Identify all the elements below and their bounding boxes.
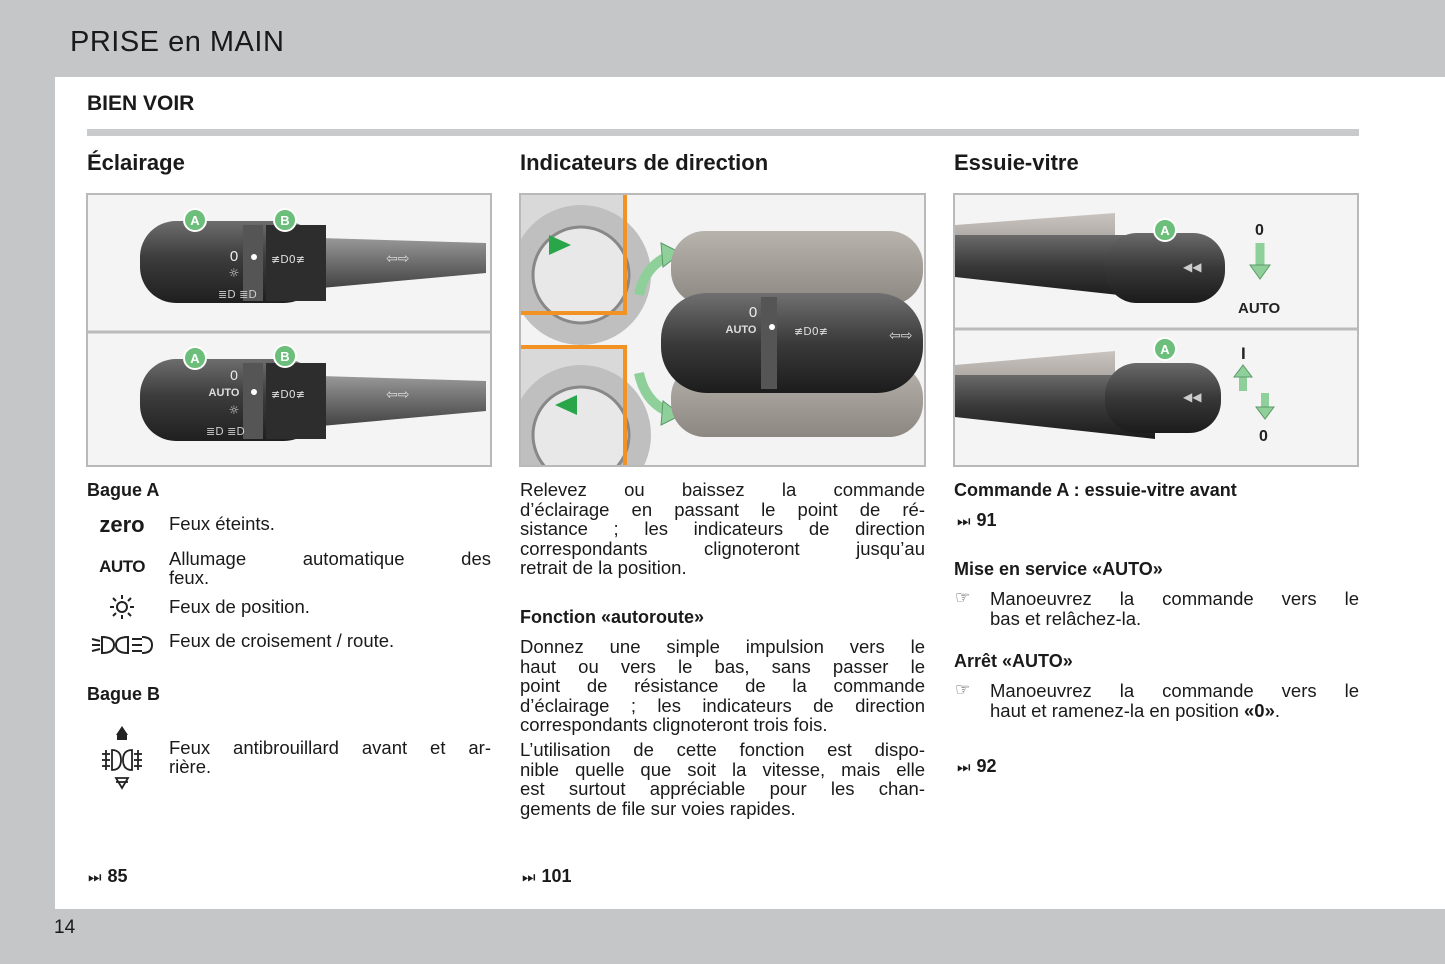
section-divider: [87, 129, 1359, 136]
svg-text:⇦⇨: ⇦⇨: [386, 251, 410, 267]
section-title: BIEN VOIR: [87, 92, 195, 115]
svg-text:≢D0≢: ≢D0≢: [271, 253, 305, 266]
badge-b-label: B: [280, 213, 290, 228]
svg-text:0: 0: [1255, 222, 1264, 239]
commande-a-heading: Commande A : essuie-vitre avant: [954, 480, 1237, 500]
wiper-badge-a: A: [1160, 223, 1170, 238]
indicator-stalk-illustration: [519, 193, 926, 467]
page-number: 14: [54, 917, 76, 938]
item-fog-line2: rière.: [169, 756, 212, 777]
fog-lights-icon: [90, 726, 154, 797]
svg-text:◀◀: ◀◀: [1183, 390, 1202, 404]
svg-text:☼: ☼: [228, 266, 240, 280]
item-auto-line2: feux.: [169, 567, 210, 588]
svg-text:0: 0: [1259, 428, 1268, 445]
auto-on-heading: Mise en service «AUTO»: [954, 559, 1163, 579]
svg-text:A: A: [190, 351, 200, 366]
svg-text:◀◀: ◀◀: [1183, 260, 1202, 274]
svg-text:A: A: [1160, 342, 1170, 357]
skip-forward-icon: ⏭: [522, 869, 536, 886]
auto-off-heading: Arrêt «AUTO»: [954, 651, 1073, 671]
item-dipped-main-beam: Feux de croisement / route.: [169, 630, 395, 651]
svg-text:⇦⇨: ⇦⇨: [386, 387, 410, 403]
svg-text:☼: ☼: [228, 403, 240, 417]
indicators-para1: Relevez ou baissez la commande d’éclairage en passant le point de ré- sistance ; les indicateurs de direction correspondants clignoteront jusqu’au retrait de la position.: [520, 479, 925, 578]
svg-text:AUTO: AUTO: [725, 324, 757, 336]
skip-forward-icon: ⏭: [957, 759, 971, 776]
lighting-stalk-illustration: [86, 193, 492, 467]
item-lights-off: Feux éteints.: [169, 513, 275, 534]
item-auto-line1: Allumage automatique des: [169, 548, 491, 569]
svg-text:AUTO: AUTO: [208, 387, 240, 399]
indicators-para2: Donnez une simple impulsion vers le haut ou vers le bas, sans passer le point de résistance de la commande d’éclairage ; les indicateurs de direction correspondants clignoteront trois fois.: [520, 636, 925, 735]
svg-text:0: 0: [230, 367, 238, 383]
badge-a-label: A: [190, 213, 200, 228]
bague-b-heading: Bague B: [87, 684, 161, 704]
svg-text:≢D0≢: ≢D0≢: [271, 388, 305, 401]
item-fog-line1: Feux antibrouillard avant et ar-: [169, 737, 491, 758]
dipped-main-beam-icon: [90, 634, 154, 661]
auto-off-instruction: Manoeuvrez la commande vers le haut et ramenez-la en position «0».: [990, 680, 1359, 721]
position-lights-icon: [90, 594, 154, 625]
auto-on-instruction: Manoeuvrez la commande vers le bas et relâchez-la.: [990, 588, 1359, 629]
auto-icon: AUTO: [99, 557, 145, 576]
svg-text:B: B: [280, 349, 290, 364]
svg-text:≢D0≢: ≢D0≢: [794, 325, 828, 338]
svg-text:⇦⇨: ⇦⇨: [889, 328, 913, 344]
svg-text:I: I: [1241, 344, 1246, 363]
wiper-stalk-illustration: [953, 193, 1359, 467]
page-ref-91[interactable]: ⏭ 91: [957, 510, 997, 530]
skip-forward-icon: ⏭: [957, 513, 971, 530]
pointing-hand-icon: ☞: [955, 588, 971, 607]
svg-text:0: 0: [748, 304, 758, 321]
zero-icon: zero: [99, 512, 145, 537]
page-ref-92[interactable]: ⏭ 92: [957, 756, 997, 776]
autoroute-heading: Fonction «autoroute»: [520, 607, 704, 627]
svg-text:≣D ≣D: ≣D ≣D: [206, 425, 245, 438]
page-header-title: PRISE en MAIN: [70, 26, 285, 58]
page-ref-85[interactable]: ⏭ 85: [88, 866, 128, 886]
skip-forward-icon: ⏭: [88, 869, 102, 886]
svg-text:≣D ≣D: ≣D ≣D: [218, 288, 257, 301]
svg-text:0: 0: [229, 248, 239, 265]
item-position-lights: Feux de position.: [169, 596, 310, 617]
wipers-title: Essuie-vitre: [954, 150, 1079, 175]
lighting-title: Éclairage: [87, 150, 185, 175]
svg-text:AUTO: AUTO: [1238, 300, 1281, 317]
indicators-para3: L’utilisation de cette fonction est dispo- nible quelle que soit la vitesse, mais elle est surtout appréciable pour les chan- gements de file sur voies rapides.: [520, 739, 925, 819]
page-ref-101[interactable]: ⏭ 101: [522, 866, 572, 886]
bague-a-heading: Bague A: [87, 480, 160, 500]
indicators-title: Indicateurs de direction: [520, 150, 769, 175]
pointing-hand-icon: ☞: [955, 680, 971, 699]
